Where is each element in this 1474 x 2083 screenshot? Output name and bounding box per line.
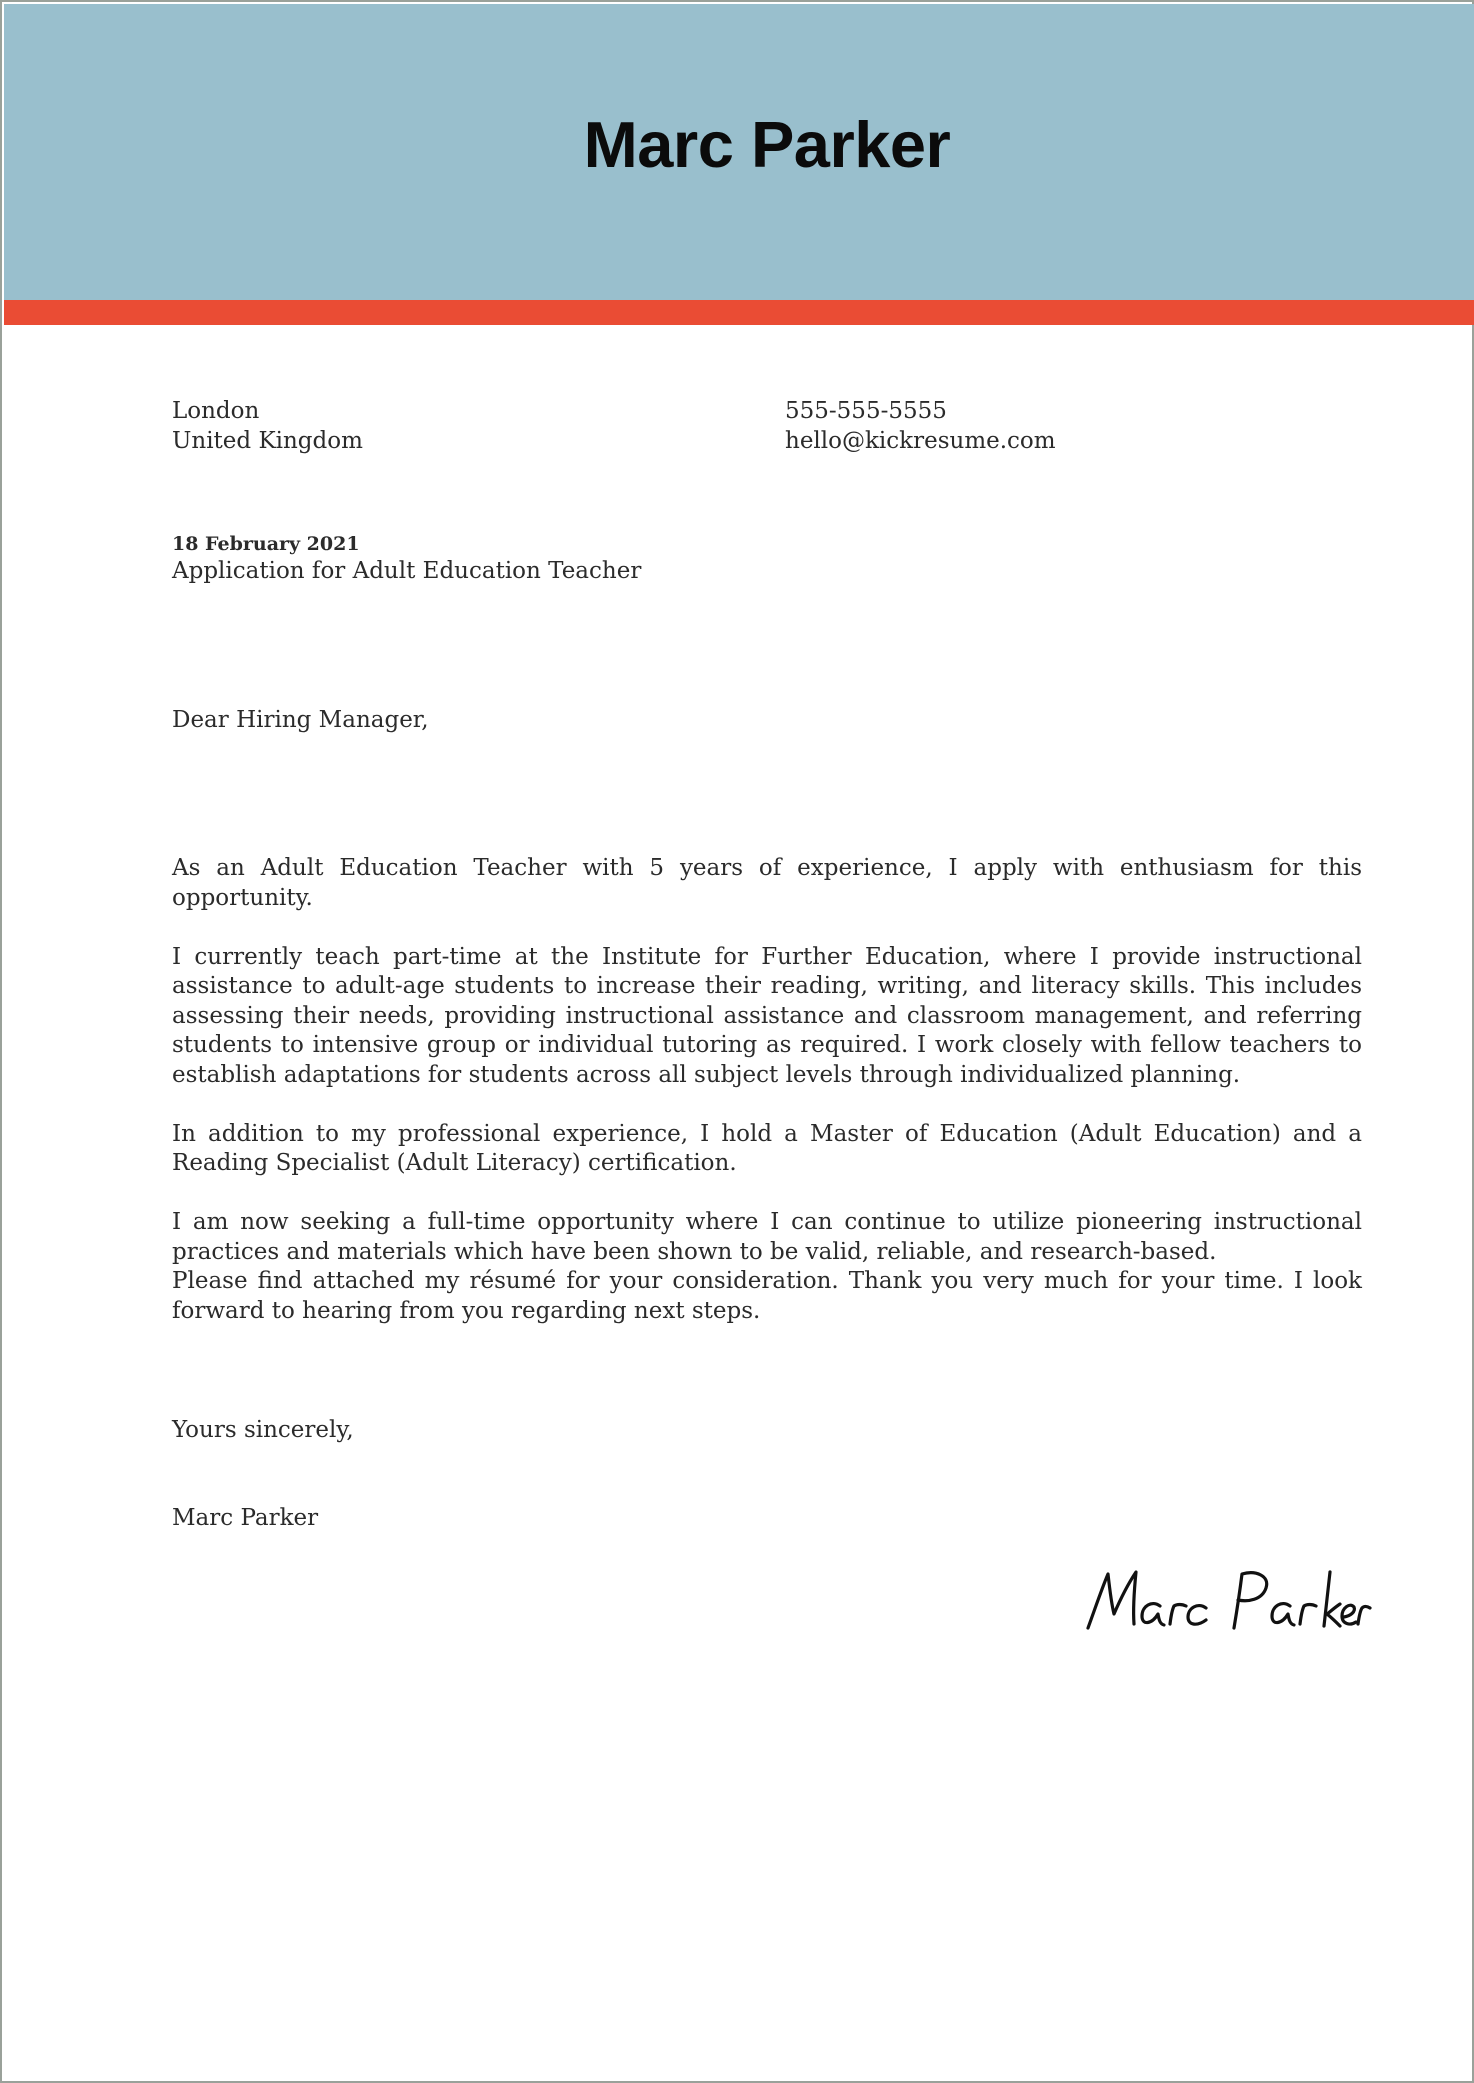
date-subject-block: [172, 532, 641, 587]
closing: Yours sincerely,: [172, 1417, 354, 1443]
salutation: Dear Hiring Manager,: [172, 707, 429, 733]
letter-date: 18 February 2021: [172, 533, 360, 555]
body-paragraph: In addition to my professional experience, I hold a Master of Education (Adult Education) and a Reading Specialist (Adult Literacy) certification.: [172, 1120, 1362, 1176]
contact-phone: 555-555-5555: [785, 398, 947, 424]
body-paragraph: I am now seeking a full-time opportunity where I can continue to utilize pioneering instructional practices and materials which have been shown to be valid, reliable, and research-based.: [172, 1209, 1362, 1265]
contact-city: London: [172, 398, 260, 424]
letter-subject: Application for Adult Education Teacher: [172, 558, 642, 584]
contact-address: [172, 397, 363, 456]
contact-country: United Kingdom: [172, 427, 363, 454]
letter-body: [172, 854, 1362, 1356]
contact-details: [785, 397, 1056, 456]
contact-email: hello@kickresume.com: [785, 427, 1056, 454]
handwritten-signature: [1082, 1562, 1372, 1642]
body-paragraph: I currently teach part-time at the Institute for Further Education, where I provide instructional assistance to adult-age students to increase their reading, writing, and literacy skills. This includes assessing their needs, providing instructional assistance and classroom management, and referring students to intensive group or individual tutoring as required. I work closely with fellow teachers to establish adaptations for students across all subject levels through individualized planning.: [172, 943, 1362, 1088]
body-paragraph: Please find attached my résumé for your consideration. Thank you very much for your time. I look forward to hearing from you regarding next steps.: [172, 1268, 1362, 1324]
sender-name-heading: Marc Parker: [583, 108, 951, 181]
body-paragraph: As an Adult Education Teacher with 5 years of experience, I apply with enthusiasm for this opportunity.: [172, 855, 1362, 911]
accent-stripe: [4, 300, 1474, 325]
signer-name: Marc Parker: [172, 1505, 319, 1531]
